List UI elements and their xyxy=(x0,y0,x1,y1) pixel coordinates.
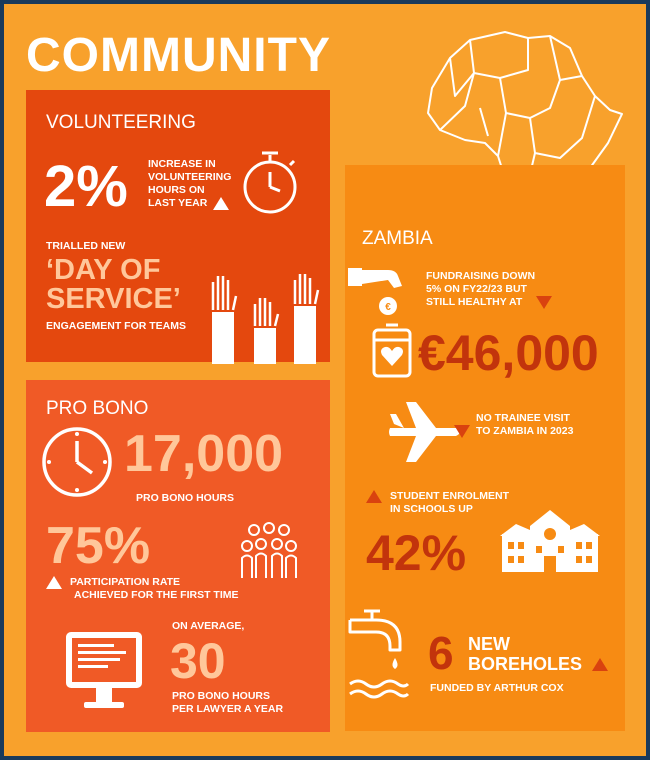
pro-bono-hours-label: PRO BONO HOURS xyxy=(136,492,235,504)
average-desc: PRO BONO HOURS PER LAWYER A YEAR xyxy=(172,690,284,715)
increase-triangle-icon xyxy=(46,576,62,589)
pro-bono-heading: PRO BONO xyxy=(46,398,149,419)
decrease-triangle-icon xyxy=(454,425,470,438)
visit-desc: NO TRAINEE VISIT TO ZAMBIA IN 2023 xyxy=(476,412,573,438)
donation-hand-icon xyxy=(348,264,414,316)
funded-by-label: FUNDED BY ARTHUR COX xyxy=(430,682,564,694)
increase-triangle-icon xyxy=(592,658,608,671)
volunteering-heading: VOLUNTEERING xyxy=(46,112,196,133)
raised-hands-icon xyxy=(208,268,320,364)
volunteering-stat: 2% xyxy=(44,154,128,219)
school-building-icon xyxy=(500,506,600,572)
engagement-label: ENGAGEMENT FOR TEAMS xyxy=(46,320,187,332)
stopwatch-icon xyxy=(240,145,300,217)
people-group-icon xyxy=(238,520,300,582)
page-title: COMMUNITY xyxy=(26,29,331,82)
boreholes-title: NEW BOREHOLES xyxy=(468,634,608,674)
boreholes-value: 6 xyxy=(428,627,454,679)
increase-triangle-icon xyxy=(366,490,382,503)
water-tap-icon xyxy=(346,606,410,702)
fundraising-value: €46,000 xyxy=(418,325,599,381)
airplane-icon xyxy=(386,400,464,464)
volunteering-stat-desc: INCREASE IN VOLUNTEERING HOURS ON LAST YEAR xyxy=(148,158,232,209)
participation-value: 75% xyxy=(46,517,151,575)
increase-triangle-icon xyxy=(213,197,229,210)
zambia-heading: ZAMBIA xyxy=(362,228,433,249)
day-of-service-title: ‘DAY OF SERVICE’ xyxy=(46,254,181,315)
donation-jar-icon xyxy=(370,322,414,378)
svg-text:€: € xyxy=(385,302,391,313)
clock-icon xyxy=(40,425,114,499)
average-label: ON AVERAGE, xyxy=(172,620,245,632)
computer-monitor-icon xyxy=(64,630,144,714)
enrolment-value: 42% xyxy=(366,525,467,581)
fundraising-desc: FUNDRAISING DOWN 5% ON FY22/23 BUT STILL HEALTHY AT xyxy=(426,270,552,309)
trial-label: TRIALLED NEW xyxy=(46,240,126,252)
enrolment-desc: STUDENT ENROLMENT IN SCHOOLS UP xyxy=(366,490,509,516)
average-value: 30 xyxy=(170,633,226,689)
decrease-triangle-icon xyxy=(536,296,552,309)
participation-desc: PARTICIPATION RATE ACHIEVED FOR THE FIRST TIME xyxy=(46,576,239,602)
pro-bono-hours-value: 17,000 xyxy=(124,425,284,483)
